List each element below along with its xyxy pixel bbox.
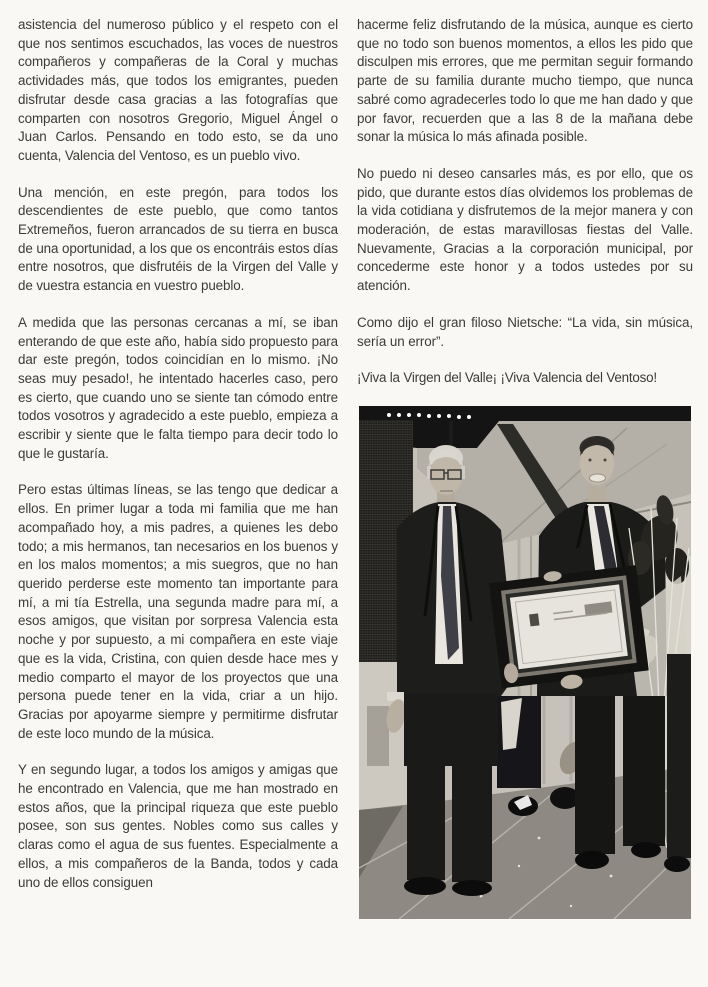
text-column-right (357, 16, 693, 919)
paragraph: No puedo ni deseo cansarles más, es por ello, que os pido, que durante estos días olvidemos los problemas de la vida cotidiana y disfrutemos de la mejor manera y con moderación, de estas maravillosas fiestas del Valle. Nuevamente, Gracias a la corporación municipal, por concederme este honor y a todos ustedes por su atención. (357, 165, 693, 294)
award-ceremony-photo (359, 406, 691, 919)
paragraph: asistencia del numeroso público y el respeto con el que nos sentimos escuchados, las voces de nuestros compañeros y compañeras de la Coral y muchas actividades más, que todos los emigrantes, pueden disfrutar desde casa gracias a las fotografías que comparten con nosotros Gregorio, Miguel Ángel o Juan Carlos. Pensando en todo esto, se da uno cuenta, Valencia del Ventoso, es un pueblo vivo. (18, 17, 338, 163)
paragraph: A medida que las personas cercanas a mí, se iban enterando de que este año, había sido propuesto para dar este pregón, todos coincidían en lo mismo. ¡No seas muy pesado!, he intentado hacerles caso, pero es cierto, que cuando uno se siente tan cómodo entre todos vosotros y agradecido a este pueblo, empieza a escribir y siente que le falta tiempo para decir todo lo que le gustaría. (18, 314, 338, 461)
paragraph: Una mención, en este pregón, para todos los descendientes de este pueblo, que como tantos Extremeños, fueron arrancados de su tierra en busca de una oportunidad, a los que os encontráis estos días entre nosotros, que disfrutéis de la Virgen del Valle y de vuestra estancia en vuestro pueblo. (18, 184, 338, 294)
vivas-closing-line: ¡Viva la Virgen del Valle¡ ¡Viva Valencia del Ventoso! (357, 370, 657, 386)
paragraph: Pero estas últimas líneas, se las tengo que dedicar a ellos. En primer lugar a toda mi familia que me han acompañado hoy, a mis padres, a quienes les debo todo; a mis hermanos, tan necesarios en los buenos y en los malos momentos; a mis suegros, que no han querido perderse este momento tan importante para mí, a mi tía Estrella, una segunda madre para mí, a esos amigos, que visitan por sorpresa Valencia esta noche y por supuesto, a mi compañera en este viaje que es la vida, Cristina, con quien desde hace mes y medio comparto el mayor de los proyectos que una persona puede tener en la vida, criar a un hijo. Gracias por apoyarme siempre y permitirme disfrutar de este loco mundo de la música. (18, 482, 338, 741)
paragraph: hacerme feliz disfrutando de la música, aunque es cierto que no todo son buenos momentos, a ellos les pido que disculpen mis errores, que me permitan seguir formando parte de su familia durante mucho tiempo, que nunca sabré como agradecerles todo lo que me han dado y que por favor, recuerden que a las 8 de la mañana debe sonar la música lo más afinada posible. (357, 17, 693, 145)
paragraph-quote: Como dijo el gran filoso Nietsche: “La vida, sin música, sería un error”. (357, 314, 693, 349)
text-column-left (18, 16, 338, 910)
paragraph: Y en segundo lugar, a todos los amigos y amigas que he encontrado en Valencia, que me han mostrado en estos años, que la principal riqueza que este pueblo posee, son sus gentes. Nobles como sus calles y claras como el agua de sus fuentes. Especialmente a ellos, a mis compañeros de la Banda, todos y cada uno de ellos consiguen (18, 762, 338, 890)
